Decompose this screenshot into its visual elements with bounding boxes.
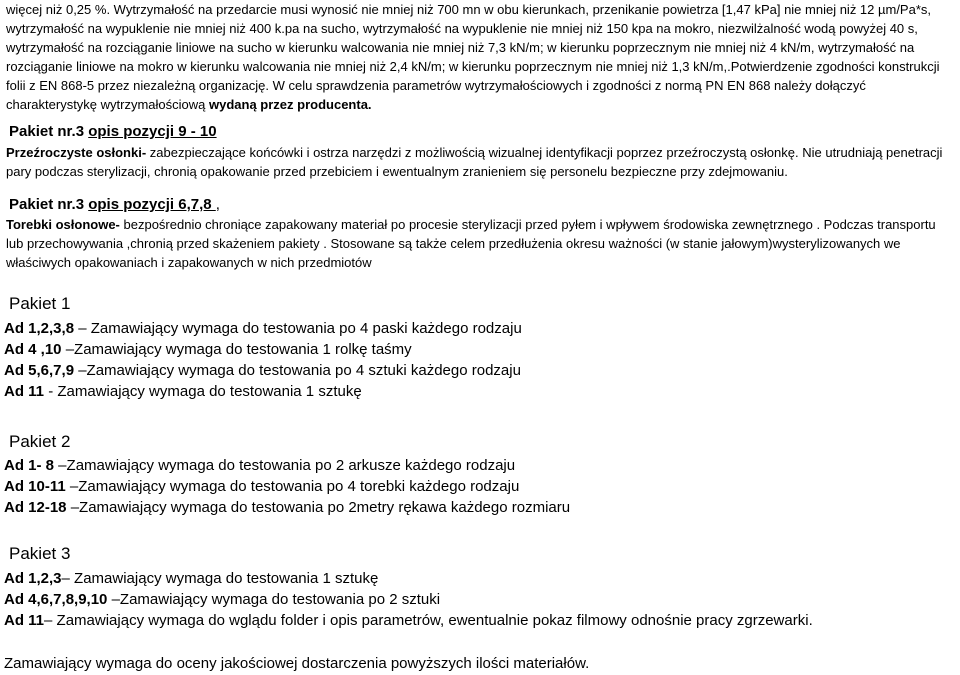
item-ad: Ad 1,2,3,8 [4,320,75,337]
item-text: –Zamawiający wymaga do testowania po 4 sztuki każdego rodzaju [74,362,521,379]
item-text: –Zamawiający wymaga do testowania po 4 torebki każdego rodzaju [65,478,520,495]
item-text: –Zamawiający wymaga do testowania 1 rolkę taśmy [61,341,412,358]
item-ad: Ad 12-18 [4,499,67,516]
item-text: – Zamawiający wymaga do wglądu folder i opis parametrów, ewentualnie pokaz filmowy odnośnie pracy zgrzewarki. [44,612,813,629]
section-title: opis pozycji 6,7,8 [88,196,216,213]
pakiet-2-list [4,455,954,518]
section-bold-term: Torebki osłonowe- [6,217,120,232]
item-ad: Ad 1- 8 [4,457,55,474]
item-ad: Ad 5,6,7,9 [4,362,75,379]
list-item [4,455,954,476]
item-ad: Ad 11 [4,612,45,629]
section-paragraph-6-8 [6,215,956,272]
pakiet-3-heading: Pakiet 3 [9,544,71,563]
section-heading-6-8 [9,196,220,214]
item-ad: Ad 4 ,10 [4,341,62,358]
section-prefix: Pakiet nr.3 [9,196,89,213]
list-item [4,497,954,518]
list-item [4,610,954,631]
item-text: –Zamawiający wymaga do testowania po 2 arkusze każdego rodzaju [54,457,516,474]
section-paragraph-9-10 [6,143,956,181]
section-prefix: Pakiet nr.3 [9,123,89,140]
list-item [4,476,954,497]
list-item [4,339,954,360]
section-bold-term: Przeźroczyste osłonki- [6,145,147,160]
section-heading-9-10 [9,123,217,141]
item-ad: Ad 1,2,3 [4,570,62,587]
parameters-text: więcej niż 0,25 %. Wytrzymałość na przedarcie musi wynosić nie mniej niż 700 mn w obu kierunkach, przenikanie powietrza [1,47 kPa] nie mniej niż 12 µm/Pa*s, wytrzymałość na wypuklenie nie mniej niż 400 k.pa na sucho, wytrzymałość na wypuklenie nie mniej niż 150 kpa na mokro, niezwilżalność wodą powyżej 40 s, wytrzymałość na rozciąganie liniowe na sucho w kierunku walcowania nie mniej niż 7,3 kN/m; w kierunku poprzecznym nie mniej niż 4 kN/m, wytrzymałość na rozciąganie liniowe na mokro w kierunku walcowania nie mniej niż 2,4 kN/m; w kierunku poprzecznym nie mniej niż 1,3 kN/m,.Potwierdzenie zgodności konstrukcji folii z EN 868-5 przez niezależną organizację. W celu sprawdzenia parametrów wytrzymałościowych i zgodności z normą PN EN 868 należy dołączyć charakterystykę wytrzymałościową [6,2,940,112]
item-ad: Ad 10-11 [4,478,66,495]
parameters-bold-text: wydaną przez producenta. [209,97,372,112]
list-item [4,360,954,381]
item-text: – Zamawiający wymaga do testowania 1 sztukę [61,570,379,587]
closing-paragraph: Zamawiający wymaga do oceny jakościowej dostarczenia powyższych ilości materiałów. [4,655,590,672]
pakiet-3-list [4,568,954,631]
pakiet-1-heading: Pakiet 1 [9,294,71,313]
item-text: –Zamawiający wymaga do testowania po 2 sztuki [107,591,441,608]
section-text: bezpośrednio chroniące zapakowany materiał po procesie sterylizacji przed pyłem i wpływem środowiska zewnętrznego . Podczas transportu lub przechowywania ,chronią przed skażeniem pakiety . Stosowane są także celem przedłużenia okresu ważności (w stanie jałowym)wysterylizowanych we właściwych opakowaniach i zapakowanych w nich przedmiotów [6,217,936,270]
item-ad: Ad 4,6,7,8,9,10 [4,591,108,608]
item-ad: Ad 11 [4,383,45,400]
list-item [4,568,954,589]
section-text: zabezpieczające końcówki i ostrza narzędzi z możliwością wizualnej identyfikacji poprzez przeźroczystą osłonkę. Nie utrudniają penetracji pary podczas sterylizacji, chronią opakowanie przed przebiciem i ewentualnym zranieniem się personelu bezpieczne przy zdejmowaniu. [6,145,943,179]
pakiet-2-heading: Pakiet 2 [9,432,71,451]
pakiet-1-list [4,318,954,402]
item-text: –Zamawiający wymaga do testowania po 2metry rękawa każdego rozmiaru [66,499,571,516]
item-text: - Zamawiający wymaga do testowania 1 sztukę [44,383,362,400]
item-text: – Zamawiający wymaga do testowania po 4 paski każdego rodzaju [74,320,522,337]
list-item [4,589,954,610]
list-item [4,381,954,402]
parameters-paragraph [6,0,956,114]
section-suffix: , [215,196,220,213]
section-title: opis pozycji 9 - 10 [88,123,217,140]
list-item [4,318,954,339]
